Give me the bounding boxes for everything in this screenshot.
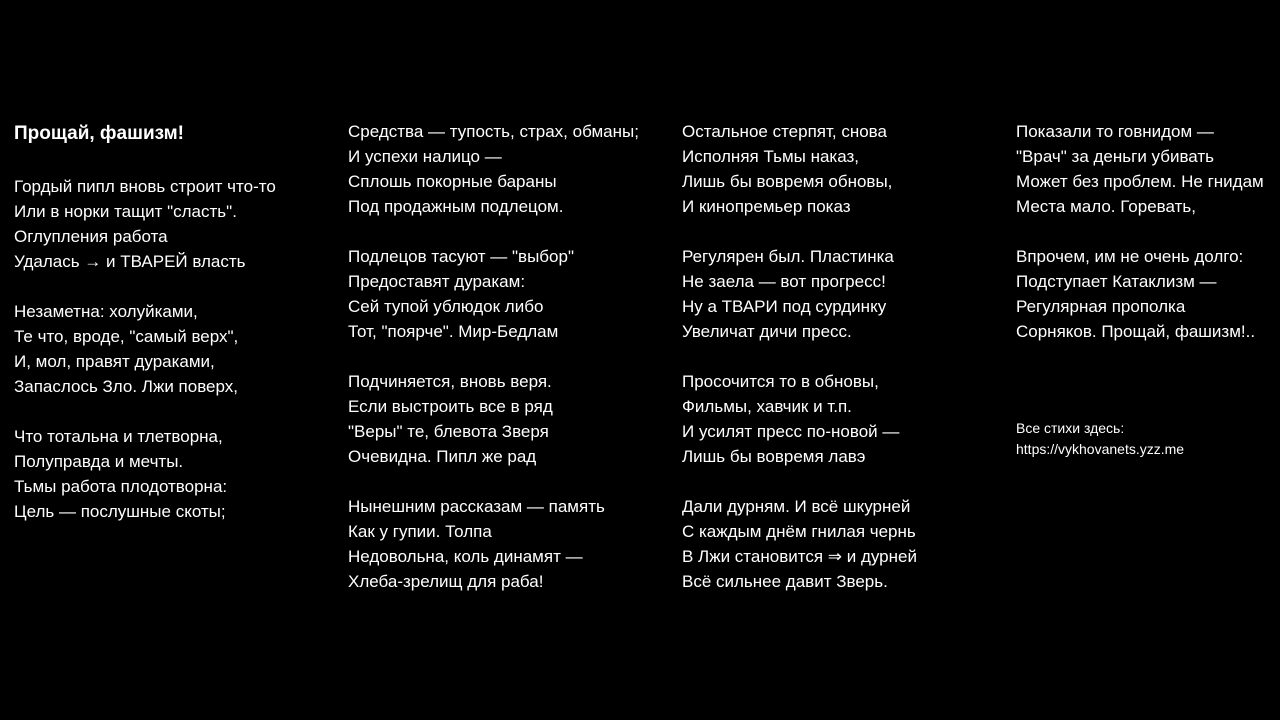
poem-line: Не заела — вот прогресс! [682,272,886,291]
footer-label: Все стихи здесь: [1016,420,1125,436]
poem-line: Регулярная прополка [1016,297,1186,316]
stanza [14,299,238,399]
poem-line: И кинопремьер показ [682,197,851,216]
poem-line: Лишь бы вовремя лавэ [682,447,866,466]
poem-line: Сей тупой ублюдок либо [348,297,544,316]
poem-line: "Врач" за деньги убивать [1016,147,1215,166]
stanza [682,244,894,344]
stanza [348,369,553,469]
poem-line: Те что, вроде, "самый верх", [14,327,239,346]
poem-line: Или в норки тащит "сласть". [14,202,237,221]
poem-line: Незаметна: холуйками, [14,302,198,321]
stanza [348,494,605,594]
poem-line: Как у гупии. Толпа [348,522,492,541]
poem-line: Нынешним рассказам — память [348,497,605,516]
poem-line: Просочится то в обновы, [682,372,879,391]
stanza [1016,119,1264,219]
stanza [14,174,276,274]
poem-line: Сорняков. Прощай, фашизм!.. [1016,322,1256,341]
poem-line: И усилят пресс по-новой — [682,422,900,441]
footer-note [1016,418,1184,460]
poem-line: Регулярен был. Пластинка [682,247,894,266]
poem-line: Всё сильнее давит Зверь. [682,572,888,591]
poem-line: Под продажным подлецом. [348,197,564,216]
poem-line: Увеличат дичи пресс. [682,322,852,341]
poem-line: Фильмы, хавчик и т.п. [682,397,852,416]
stanza [682,494,917,594]
stanza [348,244,574,344]
poem-line: Исполняя Тьмы наказ, [682,147,860,166]
poem-line: И успехи налицо — [348,147,502,166]
stanza [348,119,639,219]
stanza [14,424,227,524]
poem-line: Оглупления работа [14,227,168,246]
poem-line: Места мало. Горевать, [1016,197,1196,216]
poem-line: Цель — послушные скоты; [14,502,226,521]
poem-line: Показали то говнидом — [1016,122,1214,141]
poem-line: Удалась → и ТВАРЕЙ власть [14,252,246,271]
poem-line: Остальное стерпят, снова [682,122,887,141]
poem-line: Предоставят дуракам: [348,272,526,291]
stanza [1016,244,1255,344]
poem-line: Недовольна, коль динамят — [348,547,583,566]
poem-line: Дали дурням. И всё шкурней [682,497,911,516]
poem-line: Тьмы работа плодотворна: [14,477,228,496]
poem-line: Хлеба-зрелищ для раба! [348,572,544,591]
poem-line: Лишь бы вовремя обновы, [682,172,893,191]
poem-line: Средства — тупость, страх, обманы; [348,122,639,141]
poem-line: И, мол, правят дураками, [14,352,215,371]
poem-line: Может без проблем. Не гнидам [1016,172,1264,191]
poem-line: Подлецов тасуют — "выбор" [348,247,574,266]
poem-line: Очевидна. Пипл же рад [348,447,537,466]
stanza [682,119,892,219]
poem-title: Прощай, фашизм! [14,123,184,144]
poem-line: Гордый пипл вновь строит что-то [14,177,276,196]
poem-line: Подчиняется, вновь веря. [348,372,552,391]
poem-line: Подступает Катаклизм — [1016,272,1217,291]
poem-line: Что тотальна и тлетворна, [14,427,223,446]
poem-line: Ну а ТВАРИ под сурдинку [682,297,887,316]
poem-line: "Веры" те, блевота Зверя [348,422,549,441]
poem-line: Сплошь покорные бараны [348,172,557,191]
footer-url[interactable]: https://vykhovanets.yzz.me [1016,441,1185,457]
poem-line: Впрочем, им не очень долго: [1016,247,1244,266]
poem-line: Полуправда и мечты. [14,452,184,471]
poem-line: С каждым днём гнилая чернь [682,522,916,541]
poem-line: Если выстроить все в ряд [348,397,553,416]
stanza [682,369,899,469]
poem-line: В Лжи становится ⇒ и дурней [682,547,917,566]
poem-line: Тот, "поярче". Мир-Бедлам [348,322,559,341]
poem-line: Запаслось Зло. Лжи поверх, [14,377,238,396]
